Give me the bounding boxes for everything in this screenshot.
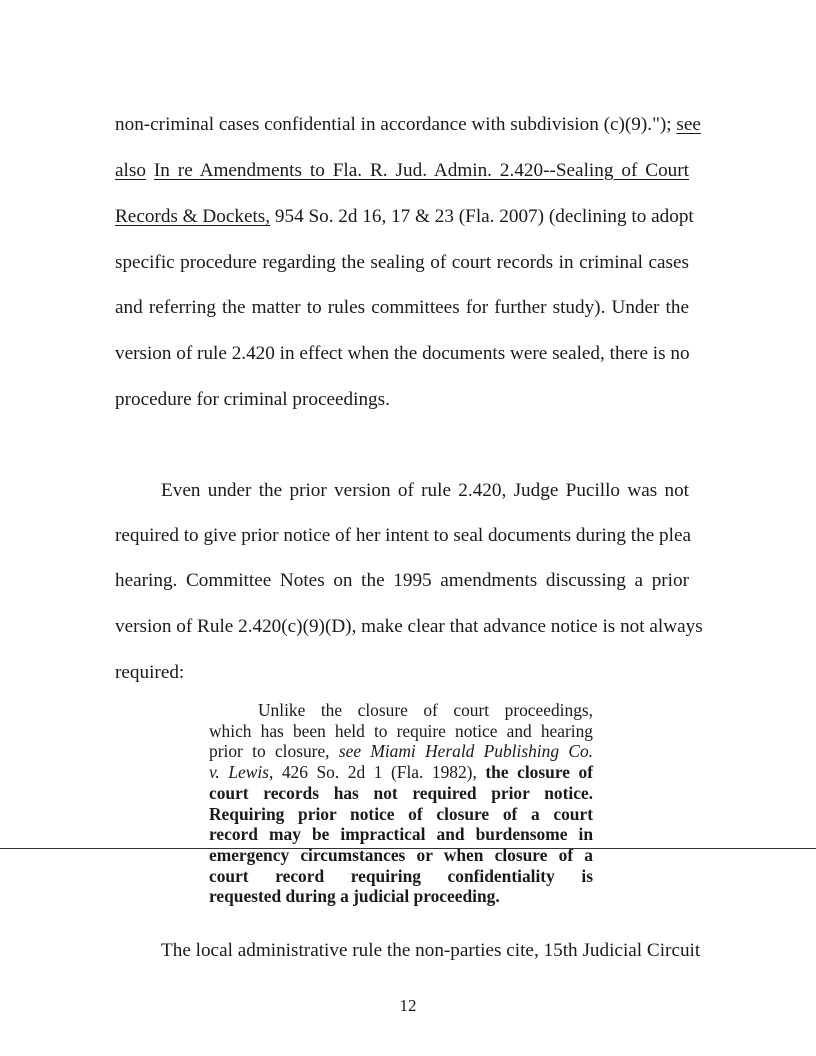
quote-line: emergency circumstances or when closure of a [209,844,593,865]
case-citation: In re Amendments to Fla. R. Jud. Admin. 2.420--Sealing of Court [153,160,689,181]
quote-line: v. Lewis, 426 So. 2d 1 (Fla. 1982), the closure of [209,762,593,783]
para2-line-3: hearing. Committee Notes on the 1995 amendments discussing a prior [115,570,689,591]
case-citation-cont: Records & Dockets, [115,206,271,227]
quote-line: requested during a judicial proceeding. [209,886,500,907]
para1-line-1: non-criminal cases confidential in accordance with subdivision (c)(9)."); see [115,114,701,135]
quote-line: Unlike the closure of court proceedings, [258,700,593,720]
page-number: 12 [399,996,417,1015]
para2-line-5: required: [115,662,185,683]
committee-notes-quote [209,700,593,907]
quote-line: prior to closure, see Miami Herald Publishing Co. [209,741,593,762]
para1-line-3: Records & Dockets, 954 So. 2d 16, 17 & 23 (Fla. 2007) (declining to adopt [115,206,694,227]
para3-line-1: The local administrative rule the non-parties cite, 15th Judicial Circuit [161,940,701,961]
see-also-link-part: see [676,114,701,135]
para1-line-7: procedure for criminal proceedings. [115,389,390,410]
para2-line-2: required to give prior notice of her intent to seal documents during the plea [115,525,691,546]
para1-line-4: specific procedure regarding the sealing of court records in criminal cases [115,252,689,273]
quote-line: Requiring prior notice of closure of a court [209,803,593,824]
para2-line-4: version of Rule 2.420(c)(9)(D), make clear that advance notice is not always [115,616,703,637]
quote-line: record may be impractical and burdensome in [209,824,593,845]
para1-line-2: also In re Amendments to Fla. R. Jud. Admin. 2.420--Sealing of Court [115,160,689,181]
quote-line: which has been held to require notice and hearing [209,720,593,741]
quote-line: court records has not required prior notice. [209,782,593,803]
horizontal-rule [0,848,816,849]
para2-line-1: Even under the prior version of rule 2.420, Judge Pucillo was not [161,480,689,501]
quote-line: court record requiring confidentiality is [209,865,593,886]
para1-line-5: and referring the matter to rules committees for further study). Under the [115,297,689,318]
para1-line-6: version of rule 2.420 in effect when the documents were sealed, there is no [115,343,690,364]
